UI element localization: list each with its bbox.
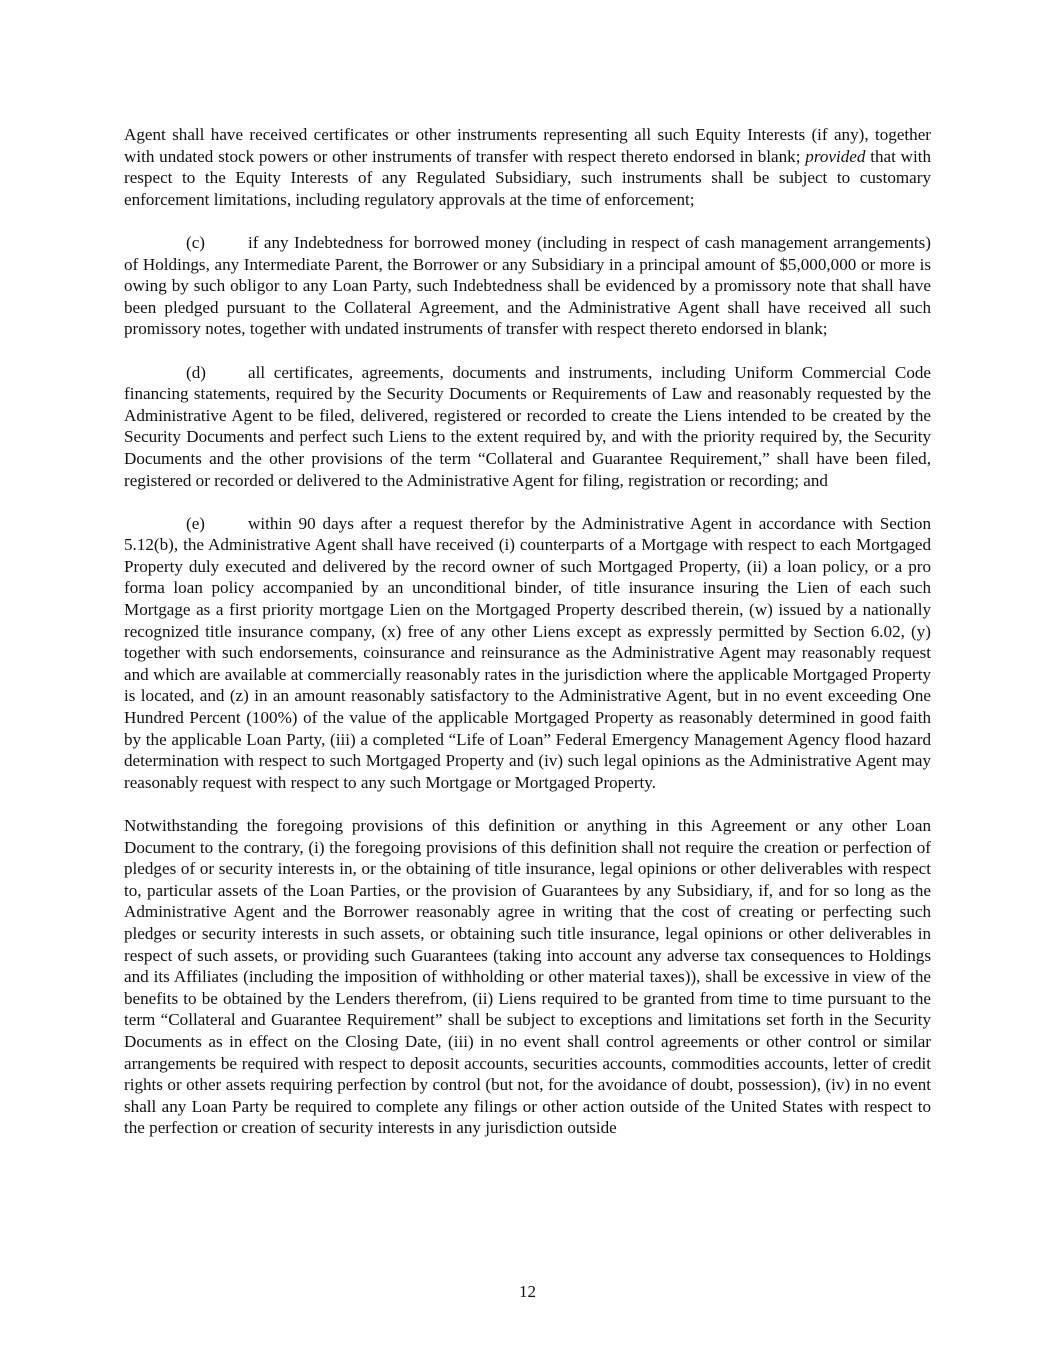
clause-text: within 90 days after a request therefor by the Administrative Agent in accordance with Section 5.12(b), the Administrative Agent shall have received (i) counterparts of a Mortgage with respect to each Mortgaged Property duly executed and delivered by the record owner of such Mortgaged Property, (ii) a loan policy, or a pro forma loan policy accompanied by an unconditional binder, of title insurance insuring the Lien of each such Mortgage as a first priority mortgage Lien on the Mortgaged Property described therein, (w) issued by a nationally recognized title insurance company, (x) free of any other Liens except as expressly permitted by Section 6.02, (y) together with such endorsements, coinsurance and reinsurance as the Administrative Agent may reasonably request and which are available at commercially reasonably rates in the jurisdiction where the applicable Mortgaged Property is located, and (z) in an amount reasonably satisfactory to the Administrative Agent, but in no event exceeding One Hundred Percent (100%) of the value of the applicable Mortgaged Property as reasonably determined in good faith by the applicable Loan Party, (iii) a completed “Life of Loan” Federal Emergency Management Agency flood hazard determination with respect to such Mortgaged Property and (iv) such legal opinions as the Administrative Agent may reasonably request with respect to any such Mortgage or Mortgaged Property.	[124, 513, 931, 792]
document-page	[124, 124, 931, 1161]
clause-marker: (c)	[186, 232, 205, 252]
intro-italic-term: provided	[805, 146, 866, 166]
page-number: 12	[518, 1282, 537, 1301]
clause-c	[124, 232, 931, 340]
clause-text: if any Indebtedness for borrowed money (including in respect of cash management arrangements) of Holdings, any Intermediate Parent, the Borrower or any Subsidiary in a principal amount of $5,000,000 or more is owing by such obligor to any Loan Party, such Indebtedness shall be evidenced by a promissory note that shall have been pledged pursuant to the Collateral Agreement, and the Administrative Agent shall have received all such promissory notes, together with undated instruments of transfer with respect thereto endorsed in blank;	[124, 232, 931, 339]
clause-e	[124, 513, 931, 794]
clause-text: all certificates, agreements, documents and instruments, including Uniform Commercial Code financing statements, required by the Security Documents or Requirements of Law and reasonably requested by the Administrative Agent to be filed, delivered, registered or recorded to create the Liens intended to be created by the Security Documents and perfect such Liens to the extent required by, and with the priority required by, the Security Documents and the other provisions of the term “Collateral and Guarantee Requirement,” shall have been filed, registered or recorded or delivered to the Administrative Agent for filing, registration or recording; and	[124, 362, 931, 490]
clause-marker: (e)	[186, 513, 205, 533]
intro-paragraph	[124, 124, 931, 210]
closing-paragraph: Notwithstanding the foregoing provisions of this definition or anything in this Agreement or any other Loan Document to the contrary, (i) the foregoing provisions of this definition shall not require the creation or perfection of pledges of or security interests in, or the obtaining of title insurance, legal opinions or other deliverables with respect to, particular assets of the Loan Parties, or the provision of Guarantees by any Subsidiary, if, and for so long as the Administrative Agent and the Borrower reasonably agree in writing that the cost of creating or perfecting such pledges or security interests in such assets, or obtaining such title insurance, legal opinions or other deliverables in respect of such assets, or providing such Guarantees (taking into account any adverse tax consequences to Holdings and its Affiliates (including the imposition of withholding or other material taxes)), shall be excessive in view of the benefits to be obtained by the Lenders therefrom, (ii) Liens required to be granted from time to time pursuant to the term “Collateral and Guarantee Requirement” shall be subject to exceptions and limitations set forth in the Security Documents as in effect on the Closing Date, (iii) in no event shall control agreements or other control or similar arrangements be required with respect to deposit accounts, securities accounts, commodities accounts, letter of credit rights or other assets requiring perfection by control (but not, for the avoidance of doubt, possession), (iv) in no event shall any Loan Party be required to complete any filings or other action outside of the United States with respect to the perfection or creation of security interests in any jurisdiction outside	[124, 816, 931, 1138]
intro-text-end: that with respect to the Equity Interests of any Regulated Subsidiary, such instruments shall be subject to customary enforcement limitations, including regulatory approvals at the time of enforcement;	[124, 146, 931, 209]
clause-marker: (d)	[186, 362, 206, 382]
intro-text-start: Agent shall have received certificates or other instruments representing all such Equity Interests (if any), together with undated stock powers or other instruments of transfer with respect thereto endorsed in blank;	[124, 125, 931, 166]
clause-d	[124, 362, 931, 492]
